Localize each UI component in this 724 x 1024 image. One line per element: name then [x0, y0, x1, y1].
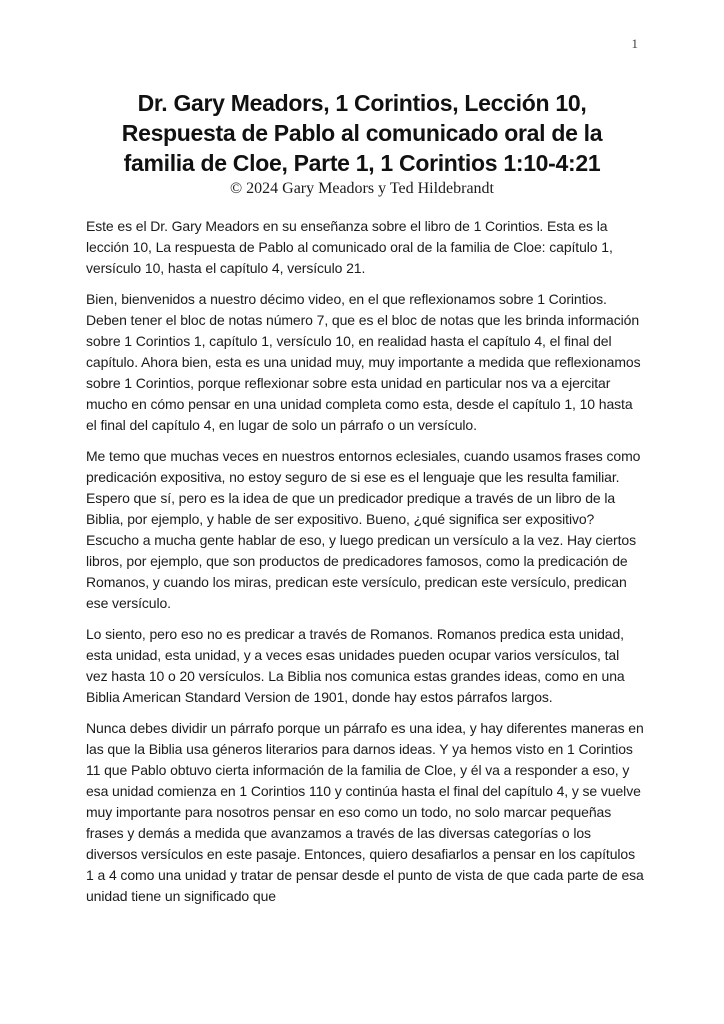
copyright-line: © 2024 Gary Meadors y Ted Hildebrandt: [229, 180, 494, 197]
body-paragraph: Este es el Dr. Gary Meadors en su enseñanza sobre el libro de 1 Corintios. Esta es la lección 10, La respuesta de Pablo al comunicado oral de la familia de Cloe: capítulo 1, versículo 10, hasta el capítulo 4, versículo 21.: [86, 218, 613, 276]
document-header: [0, 0, 724, 199]
document-title-line-3: familia de Cloe, Parte 1, 1 Corintios 1:10-4:21: [123, 150, 601, 176]
document-body: [0, 216, 724, 907]
document-title-line-1: Dr. Gary Meadors, 1 Corintios, Lección 10,: [137, 90, 587, 116]
body-paragraph: Nunca debes dividir un párrafo porque un párrafo es una idea, y hay diferentes maneras en las que la Biblia usa géneros literarios para darnos ideas. Y ya hemos visto en 1 Corintios 11 que Pablo obtuvo cierta información de la familia de Cloe, y él va a responder a eso, y esa unidad comienza en 1 Corintios 110 y continúa hasta el final del capítulo 4, y se vuelve muy importante para nosotros pensar en eso como un todo, no solo marcar pequeñas frases y demás a medida que avanzamos a través de las diversas categorías o los diversos versículos en este pasaje. Entonces, quiero desafiarlos a pensar en los capítulos 1 a 4 como una unidad y tratar de pensar desde el punto de vista de que cada parte de esa unidad tiene un significado que: [86, 720, 644, 904]
body-paragraph: Me temo que muchas veces en nuestros entornos eclesiales, cuando usamos frases como predicación expositiva, no estoy seguro de si ese es el lenguaje que les resulta familiar. Espero que sí, pero es la idea de que un predicador predique a través de un libro de la Biblia, por ejemplo, y hable de ser expositivo. Bueno, ¿qué significa ser expositivo? Escucho a mucha gente hablar de eso, y luego predican un versículo a la vez. Hay ciertos libros, por ejemplo, que son productos de predicadores famosos, como la predicación de Romanos, y cuando los miras, predican este versículo, predican este versículo, predican ese versículo.: [86, 448, 641, 611]
body-paragraph: Bien, bienvenidos a nuestro décimo video, en el que reflexionamos sobre 1 Corintios. Deben tener el bloc de notas número 7, que es el bloc de notas que les brinda información sobre 1 Corintios 1, capítulo 1, versículo 10, en realidad hasta el capítulo 4, el final del capítulo. Ahora bien, esta es una unidad muy, muy importante a medida que reflexionamos sobre 1 Corintios, porque reflexionar sobre esta unidad en particular nos va a ejercitar mucho en cómo pensar en una unidad completa como esta, desde el capítulo 1, 10 hasta el final del capítulo 4, en lugar de solo un párrafo o un versículo.: [86, 291, 641, 433]
body-paragraph: Lo siento, pero eso no es predicar a través de Romanos. Romanos predica esta unidad, esta unidad, esta unidad, y a veces esas unidades pueden ocupar varios versículos, tal vez hasta 10 o 20 versículos. La Biblia nos comunica estas grandes ideas, como en una Biblia American Standard Version de 1901, donde hay estos párrafos largos.: [86, 626, 625, 705]
document-title-line-2: Respuesta de Pablo al comunicado oral de la: [121, 120, 603, 146]
page-number: 1: [631, 36, 638, 51]
